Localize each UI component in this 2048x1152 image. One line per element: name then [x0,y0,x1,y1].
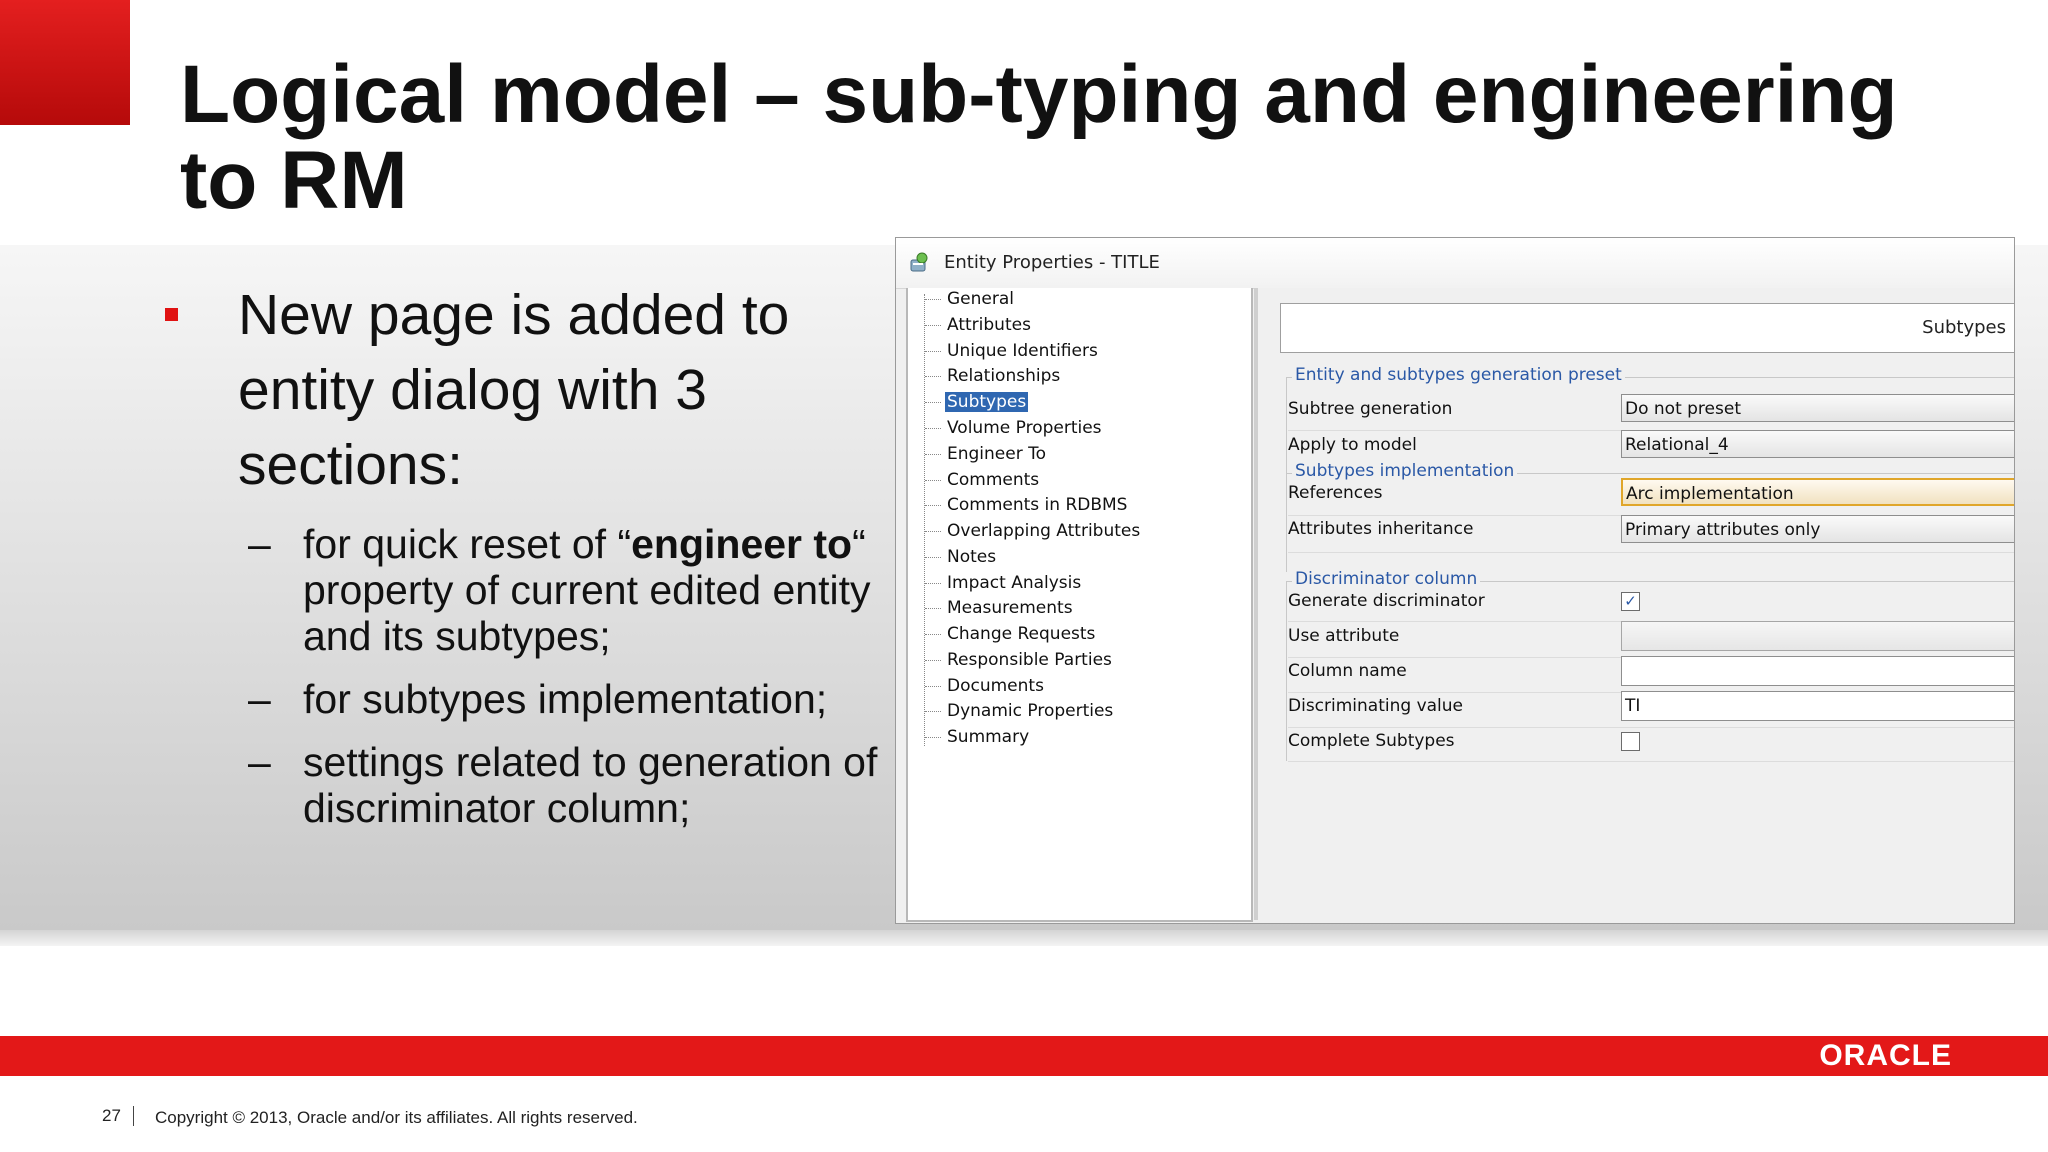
main-bullet-text: New page is added to entity dialog with 3 sections: [238,283,790,497]
complete-subtypes-label: Complete Subtypes [1288,731,1455,751]
nav-item-label: Unique Identifiers [947,341,1098,361]
nav-item-label: Summary [947,727,1030,747]
nav-item-relationships[interactable] [925,365,1062,387]
nav-item-label: Dynamic Properties [947,701,1114,721]
subtypes-panel [1258,288,2014,920]
nav-item-subtypes[interactable] [925,391,1028,413]
discriminating-value-label: Discriminating value [1288,696,1463,716]
dialog-title: Entity Properties - TITLE [944,252,1160,273]
references-label: References [1288,483,1383,503]
group-title-discriminator: Discriminator column [1292,569,1480,589]
apply-to-model-label: Apply to model [1288,435,1417,455]
sub-bullet-list [160,521,880,831]
group-title-preset: Entity and subtypes generation preset [1292,365,1625,385]
row-separator [1288,761,2014,762]
panel-header [1280,303,2015,353]
sub-bullet-text-pre: for quick reset of “ [303,521,632,567]
nav-item-overlapping-attributes[interactable] [925,520,1142,542]
nav-item-label: General [947,289,1014,309]
discriminating-value-input[interactable]: TI [1621,691,2015,721]
nav-item-label: Notes [947,547,997,567]
nav-item-dynamic-properties[interactable] [925,700,1115,722]
nav-item-label: Attributes [947,315,1031,335]
subtree-generation-label: Subtree generation [1288,399,1453,419]
nav-item-responsible-parties[interactable] [925,649,1114,671]
nav-item-label: Impact Analysis [947,573,1082,593]
dialog-titlebar [896,238,2014,289]
generate-discriminator-label: Generate discriminator [1288,591,1485,611]
column-name-label: Column name [1288,661,1407,681]
generate-discriminator-checkbox[interactable]: ✓ [1621,592,1640,611]
nav-item-documents[interactable] [925,675,1046,697]
nav-item-label: Volume Properties [947,418,1102,438]
nav-item-engineer-to[interactable] [925,443,1048,465]
bullet-list [160,278,880,848]
nav-item-impact-analysis[interactable] [925,572,1083,594]
nav-item-attributes[interactable] [925,314,1033,336]
nav-item-label: Measurements [947,598,1073,618]
nav-item-volume-properties[interactable] [925,417,1104,439]
sub-bullet-discriminator [160,739,880,831]
panel-title: Subtypes [1922,317,2006,338]
dash-icon: – [248,676,271,722]
apply-to-model-select[interactable]: Relational_4 [1621,430,2015,458]
main-bullet [160,278,880,503]
sub-bullet-text-post: “ property of current edited entity and its subtypes; [303,521,871,659]
nav-item-measurements[interactable] [925,597,1075,619]
nav-item-label: Documents [947,676,1044,696]
nav-item-label: Responsible Parties [947,650,1112,670]
nav-tree [906,288,1253,922]
dash-icon: – [248,521,271,567]
nav-item-comments[interactable] [925,469,1041,491]
nav-item-unique-identifiers[interactable] [925,340,1100,362]
group-title-implementation: Subtypes implementation [1292,461,1517,481]
nav-item-label: Overlapping Attributes [947,521,1141,541]
slide-title: Logical model – sub-typing and engineering to RM [180,49,1898,226]
entity-icon [908,252,930,274]
group-border [1286,377,1287,572]
attributes-inheritance-label: Attributes inheritance [1288,519,1474,539]
attributes-inheritance-select[interactable]: Primary attributes only [1621,515,2015,543]
sub-bullet-text: settings related to generation of discriminator column; [303,739,878,831]
subtree-generation-select[interactable]: Do not preset [1621,394,2015,422]
row-separator [1288,552,2014,553]
use-attribute-select[interactable] [1621,621,2015,651]
complete-subtypes-checkbox[interactable] [1621,732,1640,751]
sub-bullet-engineer-to [160,521,880,659]
nav-item-label: Comments in RDBMS [947,495,1128,515]
nav-item-label: Relationships [947,366,1061,386]
nav-item-label: Subtypes [947,392,1027,412]
nav-item-comments-in-rdbms[interactable] [925,494,1129,516]
nav-item-notes[interactable] [925,546,998,568]
red-corner-accent [0,0,130,125]
sub-bullet-text: for subtypes implementation; [303,676,828,722]
footer-divider [133,1106,134,1126]
row-separator [1288,727,2014,728]
sub-bullet-text-bold: engineer to [631,521,853,567]
copyright-text: Copyright © 2013, Oracle and/or its affiliates. All rights reserved. [155,1108,638,1127]
entity-properties-dialog [895,237,2015,924]
dash-icon: – [248,739,271,785]
band-shadow [0,930,2048,946]
oracle-logo: ORACLE [1819,1039,1952,1072]
group-border [1286,581,1287,761]
nav-item-summary[interactable] [925,726,1031,748]
sub-bullet-subtypes-impl [160,676,880,722]
nav-item-label: Change Requests [947,624,1096,644]
references-select[interactable]: Arc implementation [1621,478,2015,506]
column-name-input[interactable] [1621,656,2015,686]
page-number: 27 [102,1106,121,1125]
nav-item-label: Engineer To [947,444,1047,464]
nav-item-general[interactable] [925,288,1016,310]
bullet-square-icon [165,308,178,321]
use-attribute-label: Use attribute [1288,626,1400,646]
nav-item-change-requests[interactable] [925,623,1097,645]
footer-red-bar [0,1036,2048,1076]
nav-item-label: Comments [947,470,1040,490]
